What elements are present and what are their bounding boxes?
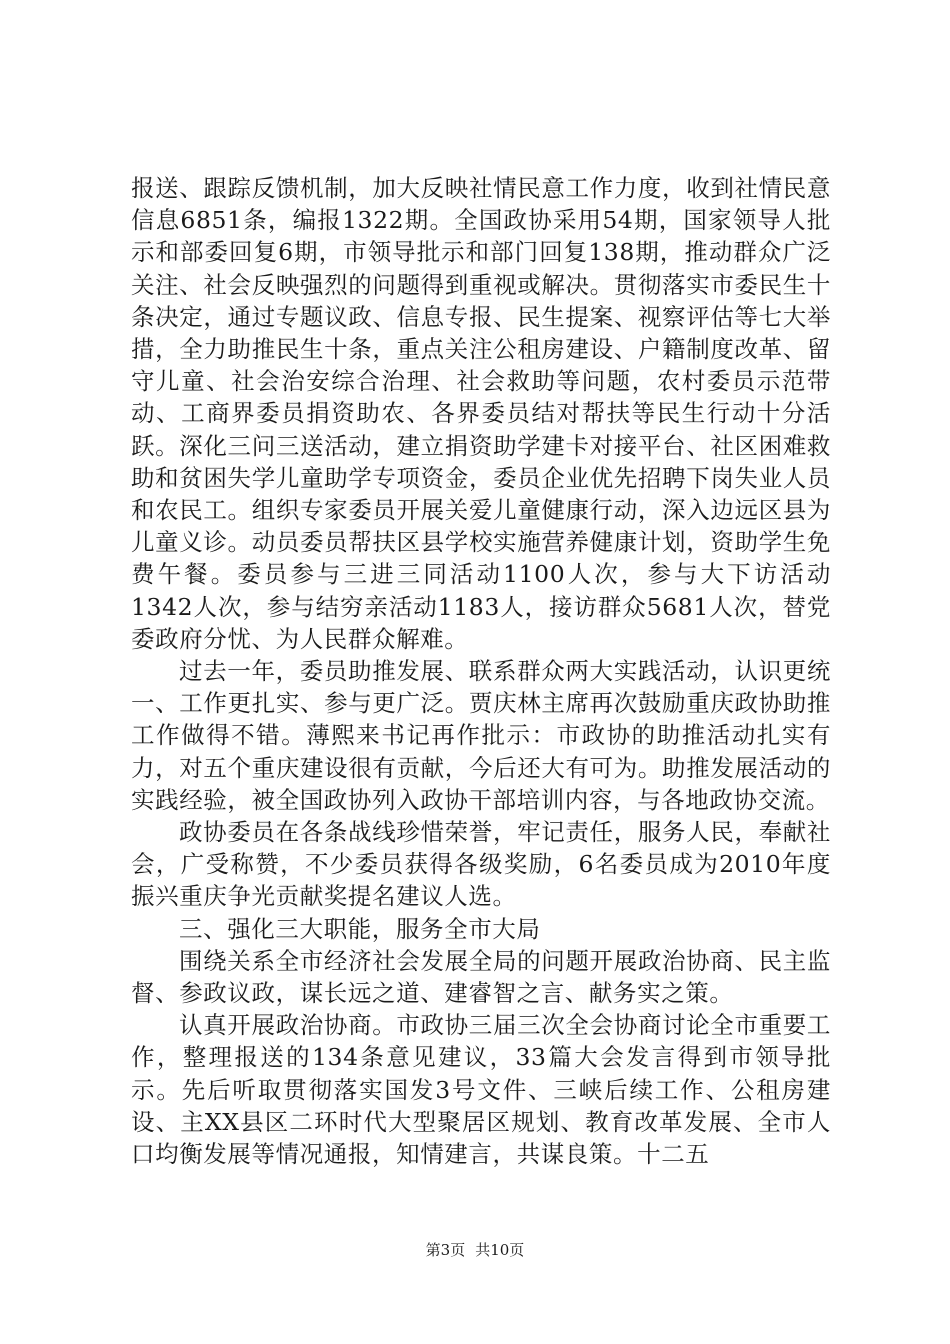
paragraph-2: 过去一年，委员助推发展、联系群众两大实践活动，认识更统一、工作更扎实、参与更广泛。贾庆林主席再次鼓励重庆政协助推工作做得不错。薄熙来书记再作批示：市政协的助推活动扎实有力，对五个重庆建设很有贡献，今后还大有可为。助推发展活动的实践经验，被全国政协列入政协干部培训内容，与各地政协交流。	[131, 657, 831, 814]
paragraph-5: 认真开展政治协商。市政协三届三次全会协商讨论全市重要工作，整理报送的134条意见建议，33篇大会发言得到市领导批示。先后听取贯彻落实国发3号文件、三峡后续工作、公租房建设、主XX县区二环时代大型聚居区规划、教育改革发展、全市人口均衡发展等情况通报，知情建言，共谋良策。十二五	[131, 1011, 831, 1169]
page-number: 第3页	[425, 1241, 466, 1259]
paragraph-4: 围绕关系全市经济社会发展全局的问题开展政治协商、民主监督、参政议政，谋长远之道、建睿智之言、献务实之策。	[131, 946, 831, 1008]
page-footer	[0, 1240, 950, 1260]
paragraph-1: 报送、跟踪反馈机制，加大反映社情民意工作力度，收到社情民意信息6851条，编报1322期。全国政协采用54期，国家领导人批示和部委回复6期，市领导批示和部门回复138期，推动群众广泛关注、社会反映强烈的问题得到重视或解决。贯彻落实市委民生十条决定，通过专题议政、信息专报、民生提案、视察评估等七大举措，全力助推民生十条，重点关注公租房建设、户籍制度改革、留守儿童、社会治安综合治理、社会救助等问题，农村委员示范带动、工商界委员捐资助农、各界委员结对帮扶等民生行动十分活跃。深化三问三送活动，建立捐资助学建卡对接平台、社区困难救助和贫困失学儿童助学专项资金，委员企业优先招聘下岗失业人员和农民工。组织专家委员开展关爱儿童健康行动，深入边远区县为儿童义诊。动员委员帮扶区县学校实施营养健康计划，资助学生免费午餐。委员参与三进三同活动1100人次，参与大下访活动1342人次，参与结穷亲活动1183人，接访群众5681人次，替党委政府分忧、为人民群众解难。	[131, 174, 831, 653]
document-body	[131, 172, 831, 1170]
paragraph-3: 政协委员在各条战线珍惜荣誉，牢记责任，服务人民，奉献社会，广受称赞，不少委员获得各级奖励，6名委员成为2010年度振兴重庆争光贡献奖提名建议人选。	[131, 818, 831, 911]
section-heading: 三、强化三大职能，服务全市大局	[179, 914, 541, 943]
page-total: 共10页	[475, 1241, 525, 1259]
